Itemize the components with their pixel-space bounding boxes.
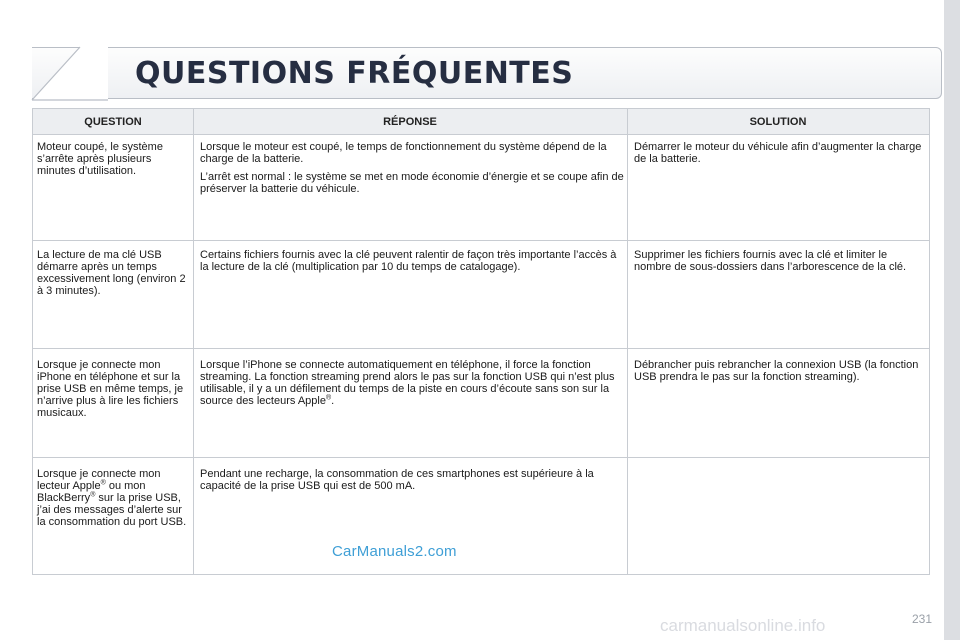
page-title: QUESTIONS FRÉQUENTES [135, 56, 574, 91]
faq-table [32, 108, 930, 575]
column-header-answer: RÉPONSE [383, 116, 437, 128]
bottom-watermark: carmanualsonline.info [660, 616, 826, 635]
banner-corner-icon [28, 46, 108, 102]
row-3-answer-end: . [331, 395, 335, 407]
row-3-answer-text: Lorsque l’iPhone se connecte automatiquement en téléphone, il force la fonction streaming. La fonction streaming prend alors le pas sur la fonction USB qui n’est plus utilisable, il y a un défilement du temps de la piste en cours d’écoute sans son sur la source des lecteurs Apple [200, 359, 615, 407]
column-divider [627, 109, 628, 574]
row-1-answer-line: Lorsque le moteur est coupé, le temps de fonctionnement du système dépend de la charge de la batterie. [200, 141, 607, 165]
watermark-link[interactable]: CarManuals2.com [332, 543, 457, 560]
row-4-answer-line: Pendant une recharge, la consommation de ces smartphones est supérieure à la capacité de la prise USB qui est de 500 mA. [200, 468, 594, 492]
row-2-answer-line: Certains fichiers fournis avec la clé peuvent ralentir de façon très importante l’accès à la lecture de la clé (multiplication par 10 du temps de catalogage). [200, 249, 617, 273]
column-divider [193, 109, 194, 574]
row-divider [33, 457, 929, 458]
side-strip [944, 0, 960, 640]
row-divider [33, 348, 929, 349]
row-2-question: La lecture de ma clé USB démarre après un temps excessivement long (environ 2 à 3 minutes). [37, 249, 186, 297]
registered-mark: ® [100, 479, 106, 487]
row-3-solution: Débrancher puis rebrancher la connexion USB (la fonction USB prendra le pas sur la fonction streaming). [634, 359, 919, 383]
row-2-answer [200, 249, 624, 279]
row-4-question-text: sur la prise USB, j’ai des messages d’alerte sur la consommation du port USB. [37, 492, 187, 528]
row-4-question [37, 468, 187, 528]
row-1-solution: Démarrer le moteur du véhicule afin d’augmenter la charge de la batterie. [634, 141, 922, 165]
row-3-question: Lorsque je connecte mon iPhone en téléphone et sur la prise USB en même temps, je n’arrive plus à lire les fichiers musicaux. [37, 359, 184, 419]
page-number: 231 [912, 612, 933, 626]
row-4-question-text: ou mon BlackBerry [37, 480, 146, 504]
row-divider [33, 240, 929, 241]
row-3-answer [200, 359, 624, 407]
row-2-solution: Supprimer les fichiers fournis avec la clé et limiter le nombre de sous-dossiers dans l’arborescence de la clé. [634, 249, 907, 273]
registered-mark: ® [90, 491, 96, 499]
column-header-solution: SOLUTION [749, 116, 807, 128]
registered-mark: ® [325, 394, 332, 402]
column-header-question: QUESTION [84, 116, 142, 128]
row-1-question: Moteur coupé, le système s’arrête après plusieurs minutes d’utilisation. [37, 141, 163, 177]
row-4-question-text: Lorsque je connecte mon lecteur Apple [37, 468, 161, 492]
row-4-answer [200, 468, 624, 498]
row-1-answer [200, 141, 624, 201]
table-header [33, 109, 929, 135]
row-1-answer-line: L’arrêt est normal : le système se met en mode économie d’énergie et se coupe afin de préserver la batterie du véhicule. [200, 171, 624, 195]
